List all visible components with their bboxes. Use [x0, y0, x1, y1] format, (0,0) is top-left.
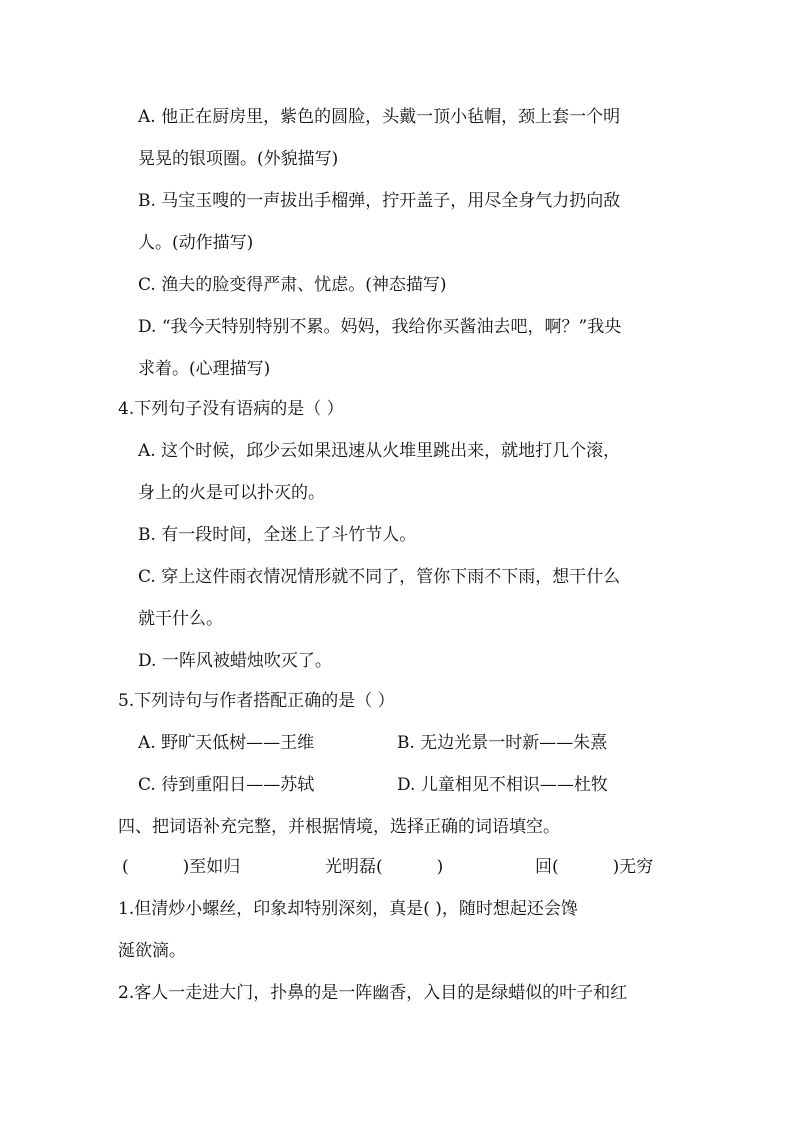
q4-option-b-line1: B. 有一段时间，全迷上了斗竹节人。	[138, 525, 417, 545]
q3-option-a-line1: A. 他正在厨房里，紫色的圆脸，头戴一顶小毡帽，颈上套一个明	[138, 107, 621, 127]
q4-option-c-line2: 就干什么。	[138, 609, 223, 629]
word-fill-2: 光明磊( )	[325, 857, 444, 877]
word-fill-row	[0, 856, 794, 878]
q3-option-b-line1: B. 马宝玉嗖的一声拔出手榴弹，拧开盖子，用尽全身气力扔向敌	[138, 191, 621, 211]
section4-sentence1-line2: 涎欲滴。	[118, 941, 186, 961]
q3-option-b-line2: 人。(动作描写)	[138, 233, 254, 253]
q3-option-d-line2: 求着。(心理描写)	[138, 359, 271, 379]
q4-stem: 4.下列句子没有语病的是（ ）	[118, 399, 344, 419]
word-fill-1: ( )至如归	[122, 857, 241, 877]
q3-option-c-line1: C. 渔夫的脸变得严肃、忧虑。(神态描写)	[138, 275, 447, 295]
q4-option-c-line1: C. 穿上这件雨衣情况情形就不同了，管你下雨不下雨，想干什么	[138, 567, 621, 587]
q5-option-d: D. 儿童相见不相识——杜牧	[397, 775, 608, 795]
q3-option-d-line1: D. “我今天特别特别不累。妈妈，我给你买酱油去吧，啊？”我央	[138, 317, 622, 337]
q4-option-a-line2: 身上的火是可以扑灭的。	[138, 483, 325, 503]
q5-option-a: A. 野旷天低树——王维	[138, 733, 315, 753]
q5-stem: 5.下列诗句与作者搭配正确的是（ ）	[118, 691, 395, 711]
section4-sentence2-line1: 2.客人一走进大门，扑鼻的是一阵幽香，入目的是绿蜡似的叶子和红	[118, 983, 628, 1003]
section-4-heading: 四、把词语补充完整，并根据情境，选择正确的词语填空。	[118, 817, 560, 837]
q5-options-row2	[0, 774, 794, 796]
section4-sentence1-line1: 1.但清炒小螺丝，印象却特别深刻，真是( )，随时想起还会馋	[118, 899, 578, 919]
q5-options-row1	[0, 732, 794, 754]
q5-option-b: B. 无边光景一时新——朱熹	[397, 733, 608, 753]
q3-option-a-line2: 晃晃的银项圈。(外貌描写)	[138, 149, 339, 169]
q5-option-c: C. 待到重阳日——苏轼	[138, 775, 315, 795]
word-fill-3: 回( )无穷	[535, 857, 654, 877]
q4-option-a-line1: A. 这个时候，邱少云如果迅速从火堆里跳出来，就地打几个滚，	[138, 441, 621, 461]
q4-option-d-line1: D. 一阵风被蜡烛吹灭了。	[138, 651, 332, 671]
